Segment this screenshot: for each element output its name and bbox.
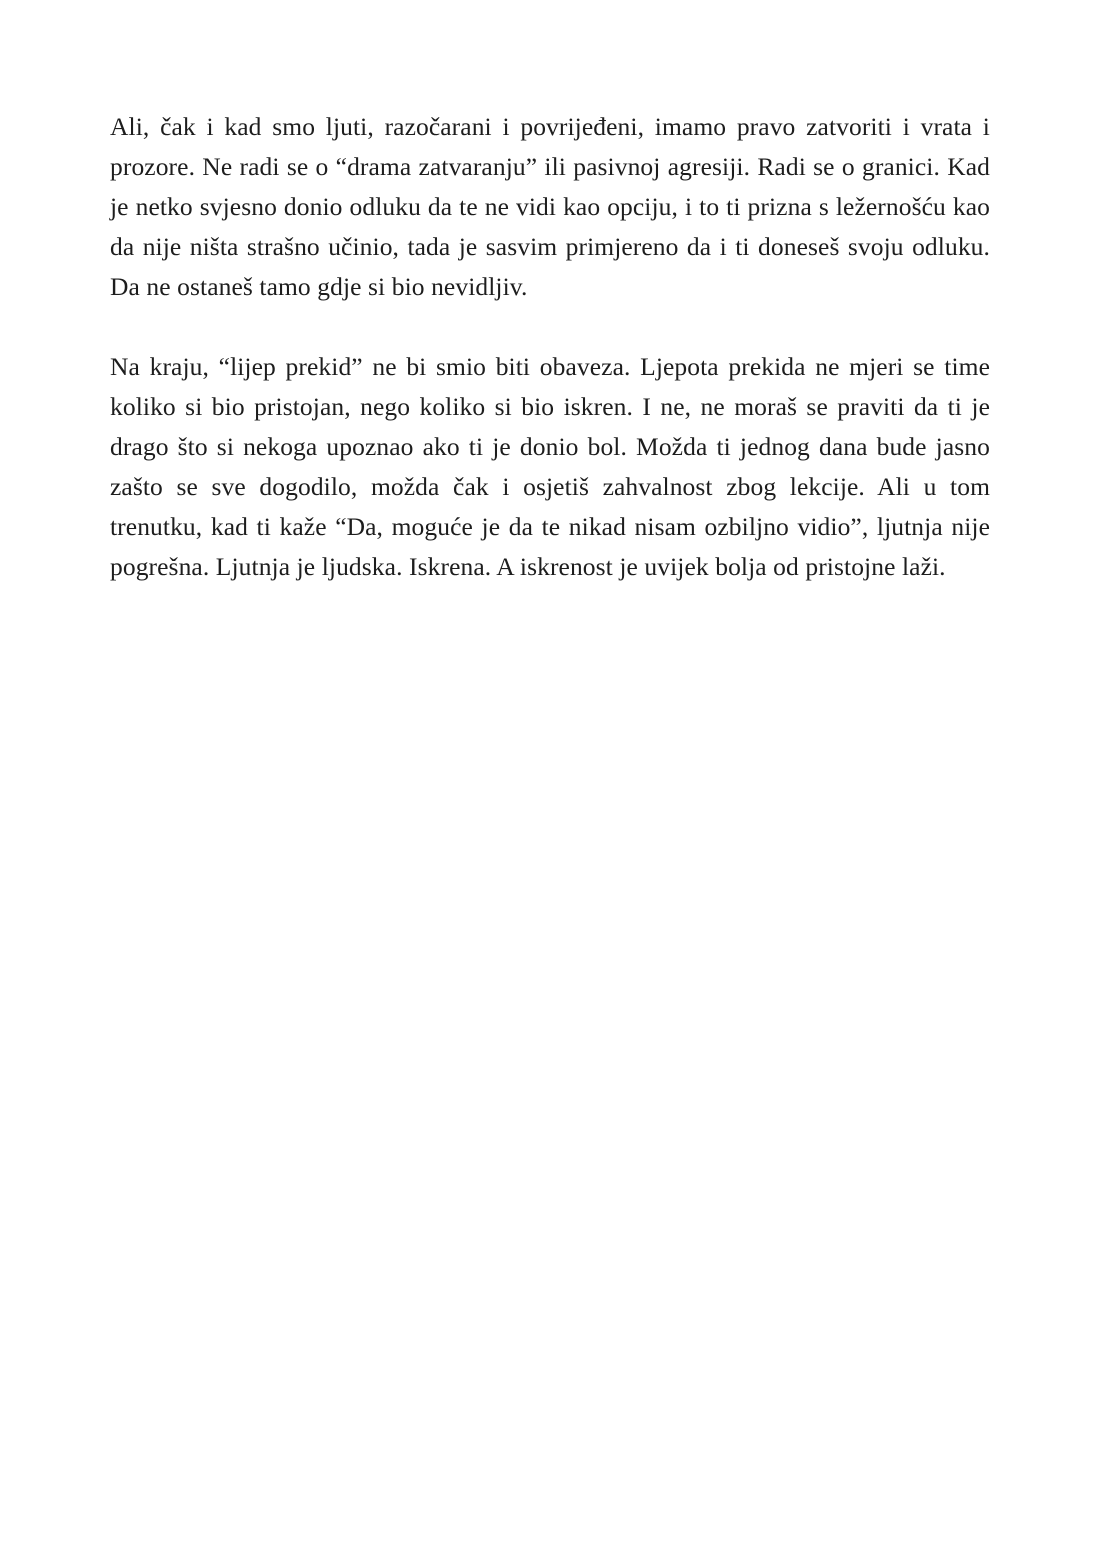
paragraph-1: Ali, čak i kad smo ljuti, razočarani i povrijeđeni, imamo pravo zatvoriti i vrata i prozore. Ne radi se o “drama zatvaranju” ili pasivnoj agresiji. Radi se o granici. Kad je netko svjesno donio odluku da te ne vidi kao opciju, i to ti prizna s ležernošću kao da nije ništa strašno učinio, tada je sasvim primjereno da i ti doneseš svoju odluku. Da ne ostaneš tamo gdje si bio nevidljiv. — [110, 112, 990, 301]
document-body — [110, 107, 990, 587]
paragraph-2: Na kraju, “lijep prekid” ne bi smio biti obaveza. Ljepota prekida ne mjeri se time koliko si bio pristojan, nego koliko si bio iskren. I ne, ne moraš se praviti da ti je drago što si nekoga upoznao ako ti je donio bol. Možda ti jednog dana bude jasno zašto se sve dogodilo, možda čak i osjetiš zahvalnost zbog lekcije. Ali u tom trenutku, kad ti kaže “Da, moguće je da te nikad nisam ozbiljno vidio”, ljutnja nije pogrešna. Ljutnja je ljudska. Iskrena. A iskrenost je uvijek bolja od pristojne laži. — [110, 352, 990, 581]
